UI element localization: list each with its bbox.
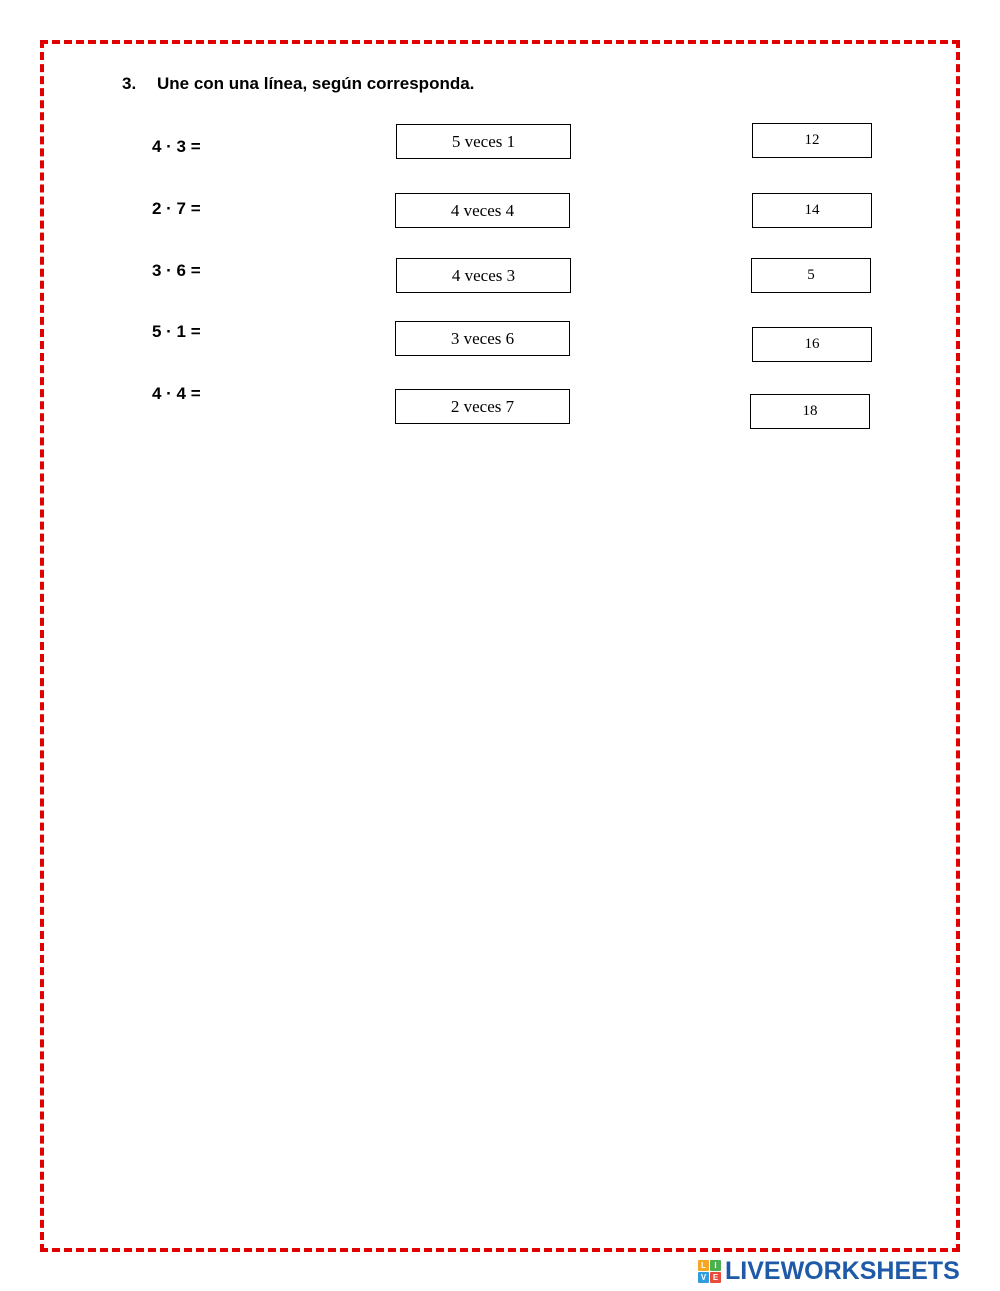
logo-text: LIVEWORKSHEETS — [725, 1256, 960, 1285]
expression-2[interactable]: 2 · 7 = — [152, 199, 201, 218]
result-box-5[interactable]: 18 — [750, 394, 870, 429]
expression-1[interactable]: 4 · 3 = — [152, 137, 201, 156]
liveworksheets-logo — [698, 1258, 960, 1284]
live-icon — [698, 1260, 721, 1283]
expression-5[interactable]: 4 · 4 = — [152, 384, 201, 403]
logo-letter-l: L — [698, 1260, 709, 1271]
result-box-1[interactable]: 12 — [752, 123, 872, 158]
exercise-number: 3. — [122, 74, 137, 93]
result-box-4[interactable]: 16 — [752, 327, 872, 362]
logo-letter-v: V — [698, 1272, 709, 1283]
veces-box-5[interactable]: 2 veces 7 — [395, 389, 570, 424]
logo-letter-i: I — [710, 1260, 721, 1271]
expression-4[interactable]: 5 · 1 = — [152, 322, 201, 341]
result-box-2[interactable]: 14 — [752, 193, 872, 228]
veces-box-1[interactable]: 5 veces 1 — [396, 124, 571, 159]
veces-box-4[interactable]: 3 veces 6 — [395, 321, 570, 356]
instruction-text: Une con una línea, según corresponda. — [157, 74, 475, 93]
result-box-3[interactable]: 5 — [751, 258, 871, 293]
veces-box-3[interactable]: 4 veces 3 — [396, 258, 571, 293]
exercise-instruction — [122, 74, 474, 94]
veces-box-2[interactable]: 4 veces 4 — [395, 193, 570, 228]
logo-letter-e: E — [710, 1272, 721, 1283]
expression-3[interactable]: 3 · 6 = — [152, 261, 201, 280]
